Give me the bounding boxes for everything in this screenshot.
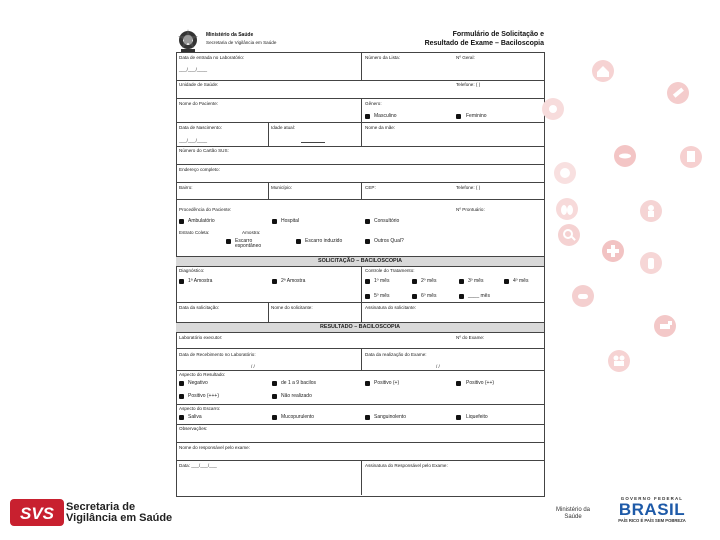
label-idade: Idade atual: [271,125,296,130]
label-consultorio: Consultório [374,218,400,224]
label-data-recebimento: Data de Recebimento no Laboratório: [179,352,256,357]
checkbox-mes-1[interactable] [365,279,370,284]
label-cep: CEP: [365,185,376,190]
checkbox-escarro-espontaneo[interactable] [226,239,231,244]
label-masculino: Masculino [374,113,397,119]
label-genero: Gênero: [365,101,382,106]
label-prontuario: Nº Prontuário: [456,207,485,212]
checkbox-mes-outro[interactable] [459,294,464,299]
label-mes-1: 1º mês [374,278,390,284]
label-endereco: Endereço completo: [179,167,220,172]
label-escarro-espontaneo: Escarro espontâneo [235,238,262,249]
label-mes-6: 6º mês [421,293,437,299]
label-controle: Controle do Tratamento: [365,268,415,273]
label-telefone: Telefone: ( ) [456,82,481,87]
label-amostra-1: 1ª Amostra [188,278,213,284]
checkbox-mes-2[interactable] [412,279,417,284]
label-n-geral: Nº Geral: [456,55,475,60]
label-diagnostico: Diagnóstico: [179,268,205,273]
decorative-icon-strip [542,60,718,400]
brasil-wordmark: BRASIL [618,500,686,519]
label-outros: Outros Qual? [374,238,404,244]
label-mes-4: 4º mês [513,278,529,284]
checkbox-mes-3[interactable] [459,279,464,284]
label-estrato-coleta: Estrato Coleta: [179,230,210,235]
checkbox-negativo[interactable] [179,381,184,386]
form-title: Formulário de Solicitação e [452,31,544,38]
label-data-solicitacao: Data da solicitação: [179,305,220,310]
mosquito-icon [614,145,636,167]
checkbox-ambulatorio[interactable] [179,219,184,224]
label-n-exame: Nº do Exame: [456,335,485,340]
label-positivo-2: Positivo (++) [466,380,495,386]
family-icon [608,350,630,372]
label-assinatura-solicitante: Assinatura do solicitante: [365,305,417,310]
checkbox-amostra-2[interactable] [272,279,277,284]
ministry-name: Ministério da Saúde [206,32,254,38]
checkbox-feminino[interactable] [456,114,461,119]
label-nome-mae: Nome da mãe: [365,125,396,130]
checkbox-liquefeito[interactable] [456,415,461,420]
label-mes-5: 5º mês [374,293,390,299]
label-unidade: Unidade de Saúde: [179,82,219,87]
checkbox-mes-4[interactable] [504,279,509,284]
label-bacilos: de 1 a 9 bacilos [281,380,317,386]
exam-form [176,28,544,496]
secretariat-name: Secretaria de Vigilância em Saúde [206,40,277,45]
label-nome-responsavel: Nome do responsável pelo exame: [179,445,250,450]
label-telefone-2: Telefone: ( ) [456,185,481,190]
checkbox-positivo-2[interactable] [456,381,461,386]
form-subtitle: Resultado de Exame – Baciloscopia [424,40,544,47]
checkbox-masculino[interactable] [365,114,370,119]
label-mucopurulento: Mucopurulento [281,414,315,420]
svs-name [66,502,172,524]
label-amostra-2: 2ª Amostra [281,278,306,284]
svs-logo [10,499,64,526]
checkbox-consultorio[interactable] [365,219,370,224]
checkbox-amostra-1[interactable] [179,279,184,284]
label-positivo-1: Positivo (+) [374,380,400,386]
child-icon [640,200,662,222]
label-aspecto-escarro: Aspecto do Escarro: [179,406,221,411]
label-cartao-sus: Número do Cartão SUS: [179,148,229,153]
checkbox-bacilos[interactable] [272,381,277,386]
label-data-final: Data: ___/___/___ [179,463,217,468]
label-liquefeito: Liquefeito [466,414,488,420]
label-mes-3: 3º mês [468,278,484,284]
label-feminino: Feminino [466,113,487,119]
governo-federal-logo [600,496,704,524]
label-ambulatorio: Ambulatório [188,218,215,224]
pill-icon [572,285,594,307]
mask-data-entrada[interactable]: ___/___/____ [179,67,208,72]
syringe-icon [667,82,689,104]
checkbox-mes-5[interactable] [365,294,370,299]
svs-line-2: Vigilância em Saúde [66,512,173,524]
label-saliva: Saliva [188,414,202,420]
checkbox-outros[interactable] [365,239,370,244]
label-bairro: Bairro: [179,185,193,190]
checkbox-mes-6[interactable] [412,294,417,299]
house-icon [592,60,614,82]
checkbox-escarro-induzido[interactable] [296,239,301,244]
label-laboratorio: Laboratório executor: [179,335,223,340]
checkbox-nao-realizado[interactable] [272,394,277,399]
ministerio-saude-label [556,507,590,520]
gov-federal-text: GOVERNO FEDERAL [620,496,684,501]
svs-logo-text: SVS [19,504,55,523]
mask-data-recebimento[interactable]: / / [251,364,255,369]
checkbox-mucopurulento[interactable] [272,415,277,420]
label-mes-2: 2º mês [421,278,437,284]
checkbox-positivo-1[interactable] [365,381,370,386]
first-aid-icon [602,240,624,262]
label-data-entrada: Data de entrada no Laboratório: [179,55,245,60]
label-amostra: Amostra: [242,230,261,235]
mask-data-nascimento[interactable]: ___/___/____ [179,138,208,143]
lungs-icon [556,198,578,220]
checkbox-positivo-3[interactable] [179,394,184,399]
mask-data-realizacao[interactable]: / / [436,364,440,369]
cell-icon [554,162,576,184]
label-nome-solicitante: Nome do solicitante: [271,305,313,310]
svs-line-1: Secretaria de [66,501,136,513]
label-escarro-induzido: Escarro induzido [305,238,343,244]
label-nao-realizado: Não realizado [281,393,312,399]
label-assinatura-responsavel: Assinatura do Responsável pelo Exame: [365,463,448,468]
dog-icon [654,315,676,337]
bandage-icon [542,98,564,120]
label-observacoes: Observações: [179,426,208,431]
label-data-nascimento: Data de Nascimento: [179,125,222,130]
checkbox-sanguinolento[interactable] [365,415,370,420]
document-icon [680,146,702,168]
label-negativo: Negativo [188,380,208,386]
section-solicitacao: SOLICITAÇÃO – BACILOSCOPIA [176,256,544,267]
label-positivo-3: Positivo (+++) [188,393,219,399]
label-procedencia: Procedência do Paciente: [179,207,232,212]
label-sanguinolento: Sanguinolento [374,414,406,420]
slogan-text: PAÍS RICO É PAÍS SEM POBREZA [618,518,686,523]
label-mes-outro: ____ mês [468,293,490,299]
baby-bottle-icon [640,252,662,274]
ms-line-2: Saúde [564,513,582,520]
checkbox-hospital[interactable] [272,219,277,224]
section-resultado: RESULTADO – BACILOSCOPIA [176,322,544,333]
coat-of-arms-icon [176,28,200,54]
label-nome-paciente: Nome do Paciente: [179,101,219,106]
label-numero-lista: Número da Lista: [365,55,400,60]
label-hospital: Hospital [281,218,300,224]
label-aspecto-resultado: Aspecto do Resultado: [179,372,226,377]
ms-line-1: Ministério da [556,507,591,513]
label-municipio: Município: [271,185,292,190]
magnifier-icon [558,224,580,246]
checkbox-saliva[interactable] [179,415,184,420]
label-data-realizacao: Data da realização do Exame: [365,352,427,357]
